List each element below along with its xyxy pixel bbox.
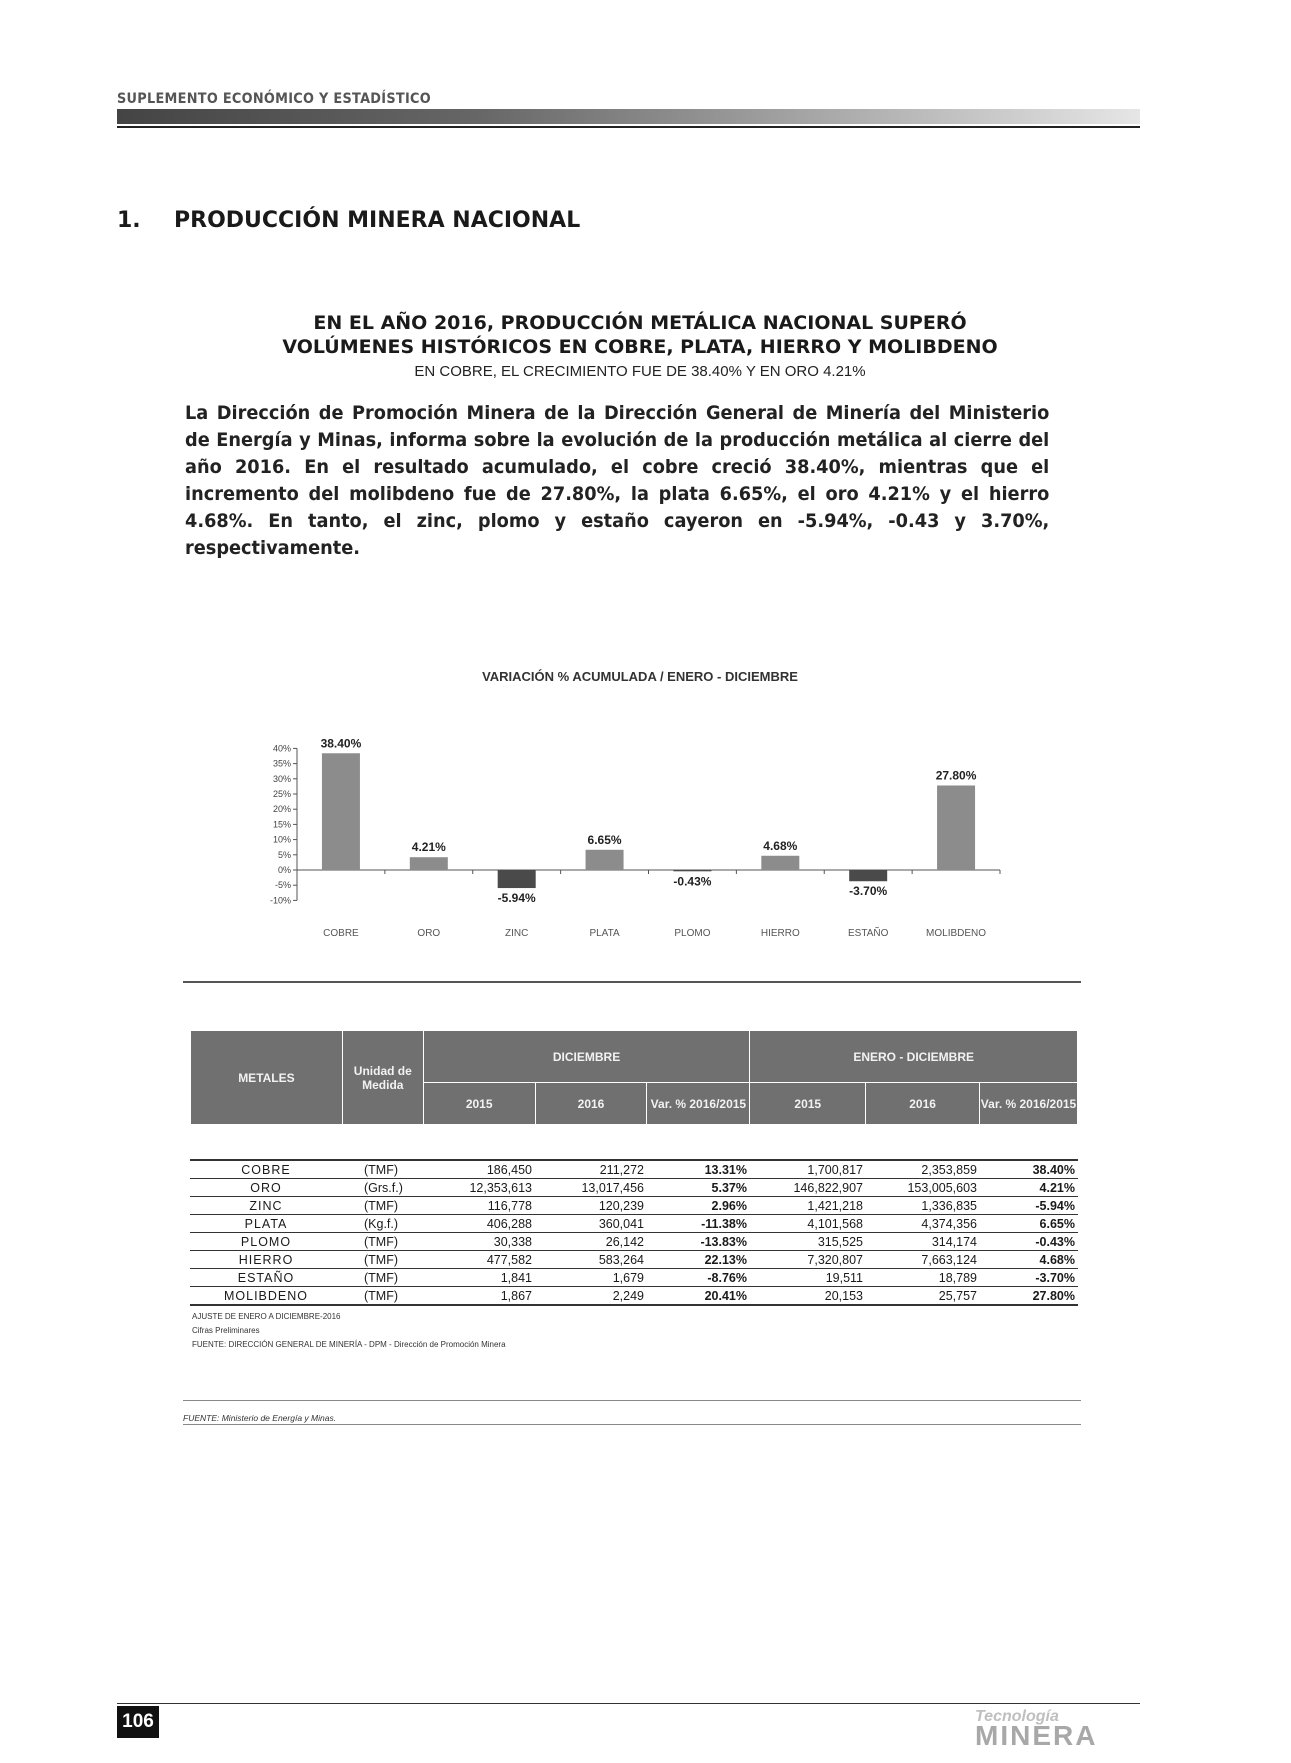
cell-acum-var: 6.65% [980, 1215, 1078, 1233]
cell-acum-var: 27.80% [980, 1287, 1078, 1306]
cell-dic-var: 20.41% [647, 1287, 750, 1306]
cell-acum-2016: 25,757 [866, 1287, 980, 1306]
running-title: SUPLEMENTO ECONÓMICO Y ESTADÍSTICO [117, 91, 431, 107]
headline-line-2: VOLÚMENES HISTÓRICOS EN COBRE, PLATA, HIERRO Y MOLIBDENO [282, 336, 998, 358]
data-label: -0.43% [673, 874, 712, 889]
table-header [190, 1030, 1078, 1125]
x-category-label: ZINC [505, 928, 529, 939]
cell-dic-2015: 477,582 [423, 1251, 535, 1269]
header-2016-b: 2016 [866, 1083, 980, 1125]
y-tick-label: 30% [272, 773, 291, 784]
table-row [190, 1251, 1078, 1269]
table-row [190, 1215, 1078, 1233]
cell-acum-2016: 153,005,603 [866, 1179, 980, 1197]
cell-dic-2015: 1,841 [423, 1269, 535, 1287]
table-row [190, 1179, 1078, 1197]
cell-acum-2015: 315,525 [750, 1233, 866, 1251]
header-var-a: Var. % 2016/2015 [647, 1083, 750, 1125]
header-unidad: Unidad de Medida [342, 1031, 423, 1125]
x-category-label: MOLIBDENO [926, 928, 987, 939]
section-number: 1. [117, 208, 141, 233]
cell-metal: ORO [190, 1179, 342, 1197]
header-var-b: Var. % 2016/2015 [980, 1083, 1078, 1125]
y-tick-label: 0% [277, 865, 291, 875]
header-2015-a: 2015 [423, 1083, 535, 1125]
header-rule [117, 126, 1140, 128]
y-tick-label: 5% [277, 849, 291, 860]
table-note-3: FUENTE: DIRECCIÓN GENERAL DE MINERÍA - DPM - Dirección de Promoción Minera [192, 1340, 506, 1349]
bar-estaño [849, 870, 887, 881]
cell-acum-var: -0.43% [980, 1233, 1078, 1251]
separator-line [183, 981, 1081, 983]
cell-unit: (Kg.f.) [342, 1215, 423, 1233]
bar-plomo [673, 870, 711, 871]
cell-acum-var: 4.68% [980, 1251, 1078, 1269]
header-2016-a: 2016 [535, 1083, 647, 1125]
cell-dic-2015: 116,778 [423, 1197, 535, 1215]
header-diciembre: DICIEMBRE [423, 1031, 750, 1083]
cell-unit: (TMF) [342, 1269, 423, 1287]
x-category-label: ORO [417, 928, 441, 939]
data-label: -5.94% [497, 891, 536, 906]
logo-text-top: Tecnología [975, 1708, 1059, 1725]
bar-cobre [322, 753, 360, 870]
variation-chart [190, 660, 1090, 960]
bar-molibdeno [937, 785, 975, 870]
cell-dic-2016: 1,679 [535, 1269, 647, 1287]
table-note-2: Cifras Preliminares [192, 1326, 260, 1335]
cell-acum-2015: 4,101,568 [750, 1215, 866, 1233]
cell-unit: (TMF) [342, 1160, 423, 1179]
cell-unit: (TMF) [342, 1287, 423, 1306]
cell-unit: (TMF) [342, 1197, 423, 1215]
cell-dic-var: 5.37% [647, 1179, 750, 1197]
x-category-label: PLOMO [674, 928, 711, 939]
x-category-label: COBRE [323, 928, 359, 939]
cell-acum-2016: 7,663,124 [866, 1251, 980, 1269]
page-number: 106 [117, 1706, 159, 1738]
cell-acum-var: -3.70% [980, 1269, 1078, 1287]
cell-metal: PLATA [190, 1215, 342, 1233]
y-tick-label: 20% [272, 804, 291, 815]
y-tick-label: 25% [272, 789, 291, 799]
source-rule-bottom [183, 1424, 1081, 1425]
data-label: 38.40% [320, 736, 362, 751]
table-row [190, 1233, 1078, 1251]
subheadline: EN COBRE, EL CRECIMIENTO FUE DE 38.40% Y EN ORO 4.21% [414, 363, 866, 380]
cell-acum-var: 38.40% [980, 1160, 1078, 1179]
header-enero-diciembre: ENERO - DICIEMBRE [750, 1031, 1078, 1083]
header-gradient-bar [117, 109, 1140, 124]
cell-metal: PLOMO [190, 1233, 342, 1251]
cell-dic-2015: 30,338 [423, 1233, 535, 1251]
cell-metal: ZINC [190, 1197, 342, 1215]
cell-dic-var: -11.38% [647, 1215, 750, 1233]
y-tick-label: 35% [272, 758, 291, 769]
y-tick-label: 15% [272, 819, 291, 830]
footer-rule [117, 1703, 1140, 1704]
cell-acum-2015: 146,822,907 [750, 1179, 866, 1197]
cell-dic-var: 2.96% [647, 1197, 750, 1215]
cell-dic-2015: 186,450 [423, 1160, 535, 1179]
cell-dic-2015: 406,288 [423, 1215, 535, 1233]
bar-oro [410, 857, 448, 870]
y-tick-label: -5% [274, 880, 291, 891]
cell-acum-2016: 1,336,835 [866, 1197, 980, 1215]
cell-unit: (TMF) [342, 1233, 423, 1251]
article-body: La Dirección de Promoción Minera de la Dirección General de Minería del Ministerio de Energía y Minas, informa sobre la evolución de la producción metálica al cierre del año 2016. En el resultado acumulado, el cobre creció 38.40%, mientras que el incremento del molibdeno fue de 27.80%, la plata 6.65%, el oro 4.21% y el hierro 4.68%. En tanto, el zinc, plomo y estaño cayeron en -5.94%, -0.43 y 3.70%, respectivamente. [185, 403, 1050, 559]
cell-dic-2016: 13,017,456 [535, 1179, 647, 1197]
cell-metal: ESTAÑO [190, 1269, 342, 1287]
cell-dic-2016: 360,041 [535, 1215, 647, 1233]
data-label: 6.65% [587, 832, 622, 847]
logo-text-bottom: MINERA [975, 1720, 1098, 1751]
section-title: PRODUCCIÓN MINERA NACIONAL [174, 208, 581, 233]
headline-line-1: EN EL AÑO 2016, PRODUCCIÓN METÁLICA NACIONAL SUPERÓ [313, 312, 967, 334]
cell-acum-2016: 314,174 [866, 1233, 980, 1251]
table-row [190, 1287, 1078, 1306]
source-note: FUENTE: Ministerio de Energía y Minas. [183, 1413, 337, 1423]
table-row [190, 1160, 1078, 1179]
x-category-label: PLATA [589, 928, 620, 939]
cell-metal: HIERRO [190, 1251, 342, 1269]
header-2015-b: 2015 [750, 1083, 866, 1125]
cell-dic-2016: 211,272 [535, 1160, 647, 1179]
cell-dic-var: 13.31% [647, 1160, 750, 1179]
table-note-1: AJUSTE DE ENERO A DICIEMBRE-2016 [192, 1312, 341, 1321]
cell-acum-2016: 4,374,356 [866, 1215, 980, 1233]
cell-acum-2015: 7,320,807 [750, 1251, 866, 1269]
cell-acum-var: -5.94% [980, 1197, 1078, 1215]
cell-acum-2015: 19,511 [750, 1269, 866, 1287]
data-label: -3.70% [849, 884, 888, 899]
chart-title: VARIACIÓN % ACUMULADA / ENERO - DICIEMBRE [482, 669, 798, 684]
cell-dic-2016: 2,249 [535, 1287, 647, 1306]
cell-dic-var: 22.13% [647, 1251, 750, 1269]
cell-acum-2016: 2,353,859 [866, 1160, 980, 1179]
y-tick-label: 40% [272, 743, 291, 754]
header-metales: METALES [191, 1031, 343, 1125]
y-tick-label: 10% [272, 834, 291, 845]
table-body [190, 1159, 1078, 1306]
cell-metal: MOLIBDENO [190, 1287, 342, 1306]
cell-acum-2016: 18,789 [866, 1269, 980, 1287]
production-table [190, 1030, 1078, 1306]
source-rule-top [183, 1400, 1081, 1401]
cell-unit: (Grs.f.) [342, 1179, 423, 1197]
bar-plata [586, 850, 624, 870]
cell-dic-2015: 1,867 [423, 1287, 535, 1306]
data-label: 27.80% [935, 768, 977, 783]
cell-dic-2016: 26,142 [535, 1233, 647, 1251]
cell-dic-2015: 12,353,613 [423, 1179, 535, 1197]
bar-zinc [498, 870, 536, 888]
table-row [190, 1197, 1078, 1215]
data-label: 4.21% [411, 840, 446, 855]
bar-hierro [761, 856, 799, 870]
y-tick-label: -10% [269, 895, 291, 906]
cell-metal: COBRE [190, 1160, 342, 1179]
cell-acum-2015: 20,153 [750, 1287, 866, 1306]
data-label: 4.68% [763, 838, 798, 853]
cell-dic-2016: 120,239 [535, 1197, 647, 1215]
x-category-label: HIERRO [760, 928, 800, 939]
x-category-label: ESTAÑO [847, 928, 889, 939]
bar-chart-svg [190, 660, 1090, 960]
cell-unit: (TMF) [342, 1251, 423, 1269]
cell-dic-var: -8.76% [647, 1269, 750, 1287]
cell-acum-2015: 1,700,817 [750, 1160, 866, 1179]
cell-acum-var: 4.21% [980, 1179, 1078, 1197]
table-row [190, 1269, 1078, 1287]
cell-dic-var: -13.83% [647, 1233, 750, 1251]
cell-acum-2015: 1,421,218 [750, 1197, 866, 1215]
cell-dic-2016: 583,264 [535, 1251, 647, 1269]
